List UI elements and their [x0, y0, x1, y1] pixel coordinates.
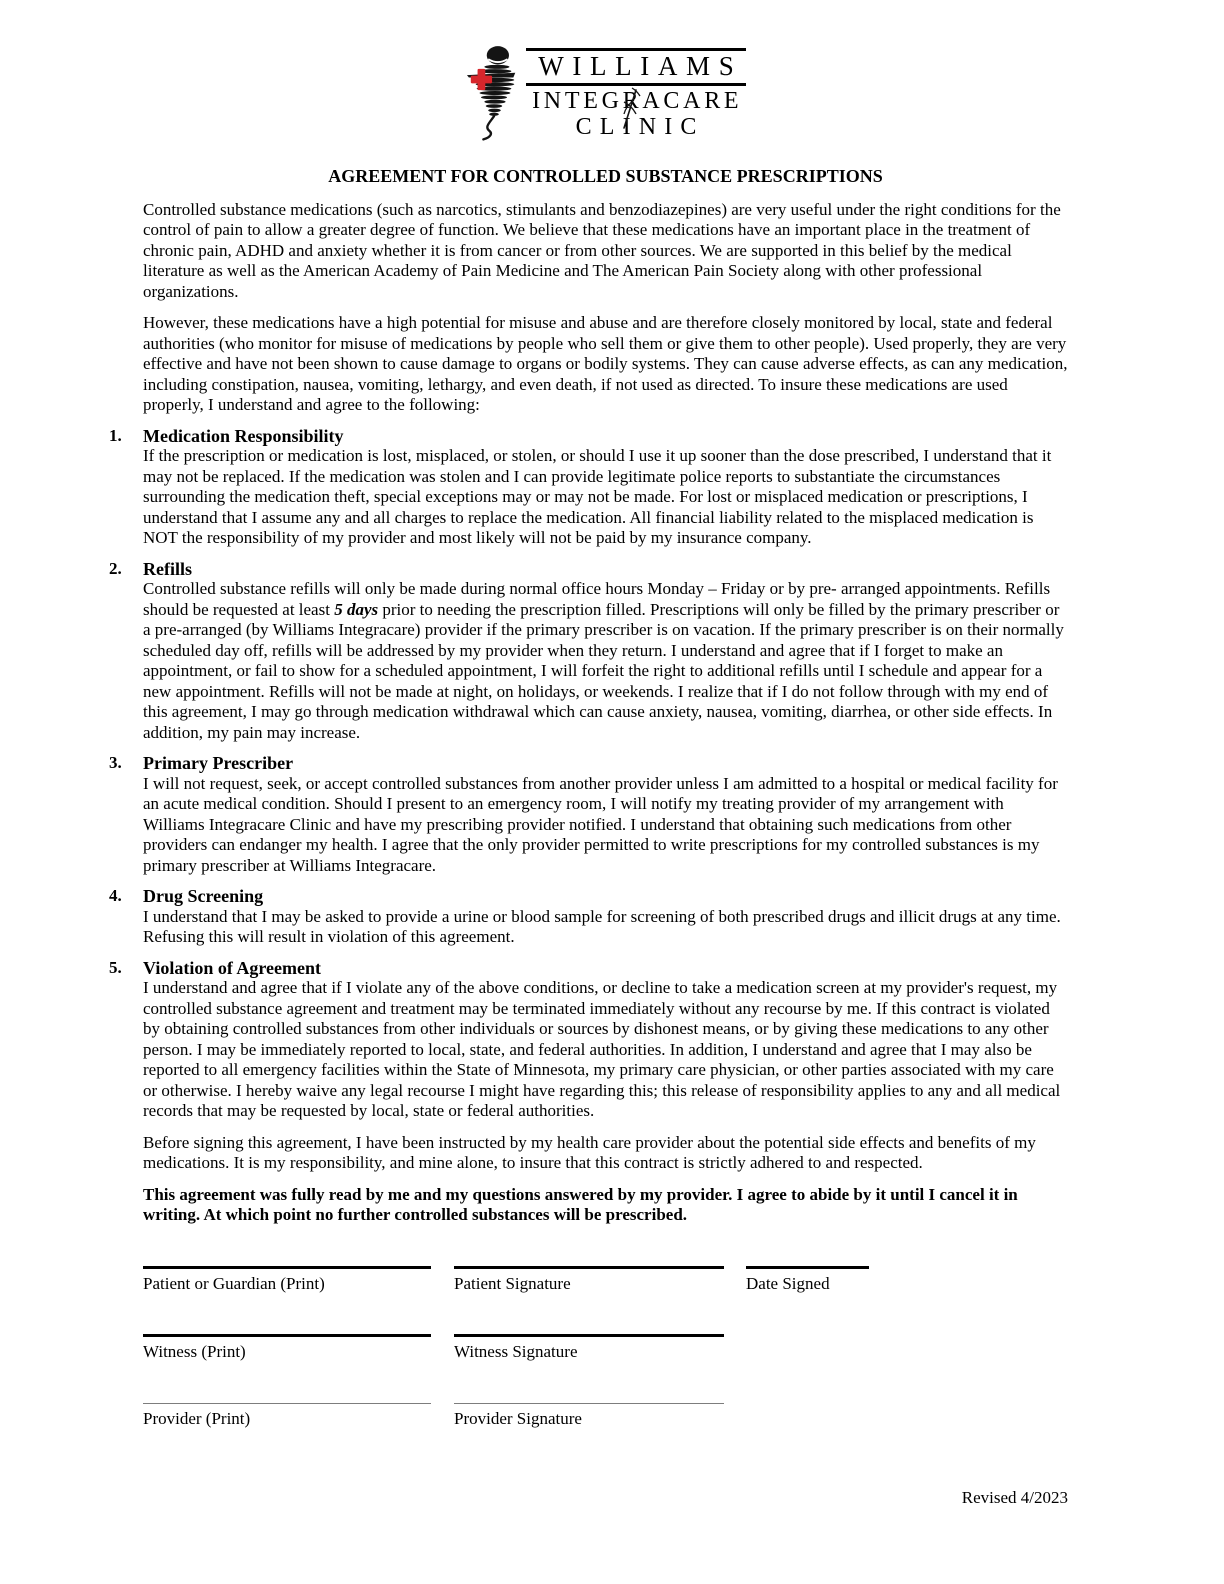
- document-title: AGREEMENT FOR CONTROLLED SUBSTANCE PRESCRIPTIONS: [328, 166, 883, 186]
- signature-label: Witness (Print): [143, 1342, 246, 1361]
- section-number: 2.: [109, 558, 122, 578]
- signature-line: [143, 1266, 431, 1269]
- section-body-text: prior to needing the prescription filled. Prescriptions will only be filled by the primary prescriber or a pre-arranged (by Williams Integracare) provider if the primary prescriber is on vacation. If the primary prescriber is on their normally scheduled day off, refills will be addressed by my provider when they return. I understand and agree that if I forget to make an appointment, or fail to show for a scheduled appointment, I will forfeit the right to additional refills until I schedule and appear for a new appointment. Refills will not be made at night, on holidays, or weekends. I realize that if I do not follow through with my end of this agreement, I may go through medication withdrawal which can cause anxiety, nausea, vomiting, diarrhea, or other side effects. In addition, my pain may increase.: [143, 599, 1064, 742]
- signature-block: [143, 1266, 1068, 1430]
- logo-line-williams: WILLIAMS: [526, 48, 747, 86]
- revision-note: Revised 4/2023: [961, 1487, 1068, 1507]
- signature-field-witness-print: [143, 1334, 431, 1363]
- signature-field-provider-print: [143, 1403, 431, 1430]
- clinic-wordmark: [526, 48, 747, 139]
- section-body: If the prescription or medication is lost, misplaced, or stolen, or should I use it up sooner than the dose prescribed, I understand that it may not be replaced. If the medication was stolen and I can provide legitimate police reports to substantiate the circumstances surrounding the medication theft, special exceptions may or may not be made. For lost or misplaced medication or prescriptions, I understand that I assume any and all charges to replace the medication. All financial liability related to the misplaced medication is NOT the responsibility of my provider and most likely will not be paid by my insurance company.: [143, 446, 1052, 547]
- signature-field-patient-print: [143, 1266, 431, 1295]
- signature-field-witness-signature: [454, 1334, 724, 1363]
- signature-line: [143, 1334, 431, 1337]
- signature-line: [454, 1403, 724, 1404]
- signature-field-date-signed: [746, 1266, 869, 1295]
- signature-field-provider-signature: [454, 1403, 724, 1430]
- section-number: 5.: [109, 957, 122, 977]
- signature-line: [746, 1266, 869, 1269]
- closing-paragraph: Before signing this agreement, I have been instructed by my health care provider about the potential side effects and benefits of my medications. It is my responsibility, and mine alone, to insure that this contract is strictly adhered to and respected.: [143, 1132, 1036, 1172]
- section-medication-responsibility: [107, 426, 1068, 549]
- section-body-text: Controlled substance refills will only be made during normal office hours Monday – Friday or by pre- arranged appointments. Refills should be requested at least: [143, 579, 1051, 619]
- signature-line: [454, 1266, 724, 1269]
- spine-person-figure-icon: [465, 44, 523, 142]
- section-number: 1.: [109, 425, 122, 445]
- signature-label: Patient or Guardian (Print): [143, 1273, 325, 1293]
- section-heading: Refills: [143, 558, 192, 579]
- signature-label: Patient Signature: [454, 1273, 571, 1293]
- section-violation-of-agreement: [107, 958, 1068, 1122]
- intro-paragraph-2: However, these medications have a high potential for misuse and abuse and are therefore closely monitored by local, state and federal authorities (who monitor for misuse of medications by people who sell them or give them to other people). Used properly, they are very effective and have not been shown to cause damage to organs or bodily systems. They can cause adverse effects, as can any medication, including constipation, nausea, vomiting, lethargy, and even death, if not used as directed. To insure these medications are used properly, I understand and agree to the following:: [143, 313, 1068, 414]
- section-body: [143, 579, 1068, 743]
- emphasis-5-days: 5 days: [334, 599, 379, 619]
- section-heading: Primary Prescriber: [143, 753, 294, 773]
- signature-field-patient-signature: [454, 1266, 724, 1295]
- signature-label: Provider (Print): [143, 1408, 251, 1428]
- section-refills: [107, 559, 1068, 744]
- section-heading: Violation of Agreement: [143, 957, 321, 978]
- section-drug-screening: [107, 886, 1068, 948]
- section-number: 3.: [109, 753, 122, 772]
- section-body: I understand and agree that if I violate any of the above conditions, or decline to take a medication screen at my provider's request, my controlled substance agreement and treatment may be terminated immediately without any recourse by me. If this contract is violated by obtaining controlled substances from other individuals or sources by dishonest means, or by giving these medications to any other person. I may be immediately reported to local, state, and federal authorities. In addition, I understand and agree that I may also be reported to all emergency facilities within the State of Minnesota, my primary care physician, or other parties associated with my care or otherwise. I hereby waive any legal recourse I might have regarding this; this release of responsibility applies to any and all medical records that may be requested by local, state or federal authorities.: [143, 978, 1061, 1120]
- signature-row-witness: [143, 1334, 1068, 1363]
- section-number: 4.: [109, 886, 122, 905]
- logo-line-clinic: CLINIC: [575, 114, 705, 140]
- section-body: I will not request, seek, or accept controlled substances from another provider unless I am admitted to a hospital or medical facility for an acute medical condition. Should I present to an emergency room, I will notify my treating provider of my arrangement with Williams Integracare Clinic and have my prescribing provider notified. I understand that obtaining such medications from other providers can endanger my health. I agree that the only provider permitted to write prescriptions for my controlled substances is my primary prescriber at Williams Integracare.: [143, 773, 1058, 875]
- section-primary-prescriber: [107, 753, 1068, 876]
- agreement-statement: This agreement was fully read by me and my questions answered by my provider. I agree to abide by it until I cancel it in writing. At which point no further controlled substances will be prescribed.: [143, 1184, 1018, 1224]
- signature-line: [143, 1403, 431, 1404]
- signature-line: [454, 1334, 724, 1337]
- signature-row-provider: [143, 1403, 1068, 1430]
- signature-row-patient: [143, 1266, 1068, 1295]
- signature-label: Date Signed: [746, 1273, 830, 1293]
- signature-label: Witness Signature: [454, 1342, 578, 1361]
- signature-label: Provider Signature: [454, 1408, 582, 1428]
- intro-paragraph-1: Controlled substance medications (such as narcotics, stimulants and benzodiazepines) are very useful under the right conditions for the control of pain to allow a greater degree of function. We believe that these medications have an important place in the treatment of chronic pain, ADHD and anxiety whether it is from cancer or from other sources. We are supported in this belief by the medical literature as well as the American Academy of Pain Medicine and The American Pain Society along with other professional organizations.: [143, 199, 1061, 301]
- section-heading: Drug Screening: [143, 886, 264, 906]
- caduceus-icon: [616, 86, 642, 132]
- section-body: I understand that I may be asked to provide a urine or blood sample for screening of both prescribed drugs and illicit drugs at any time. Refusing this will result in violation of this agreement.: [143, 906, 1061, 946]
- clinic-logo: [143, 0, 1068, 144]
- logo-line-integracare: INTEGRACARE: [532, 88, 743, 114]
- section-heading: Medication Responsibility: [143, 425, 344, 446]
